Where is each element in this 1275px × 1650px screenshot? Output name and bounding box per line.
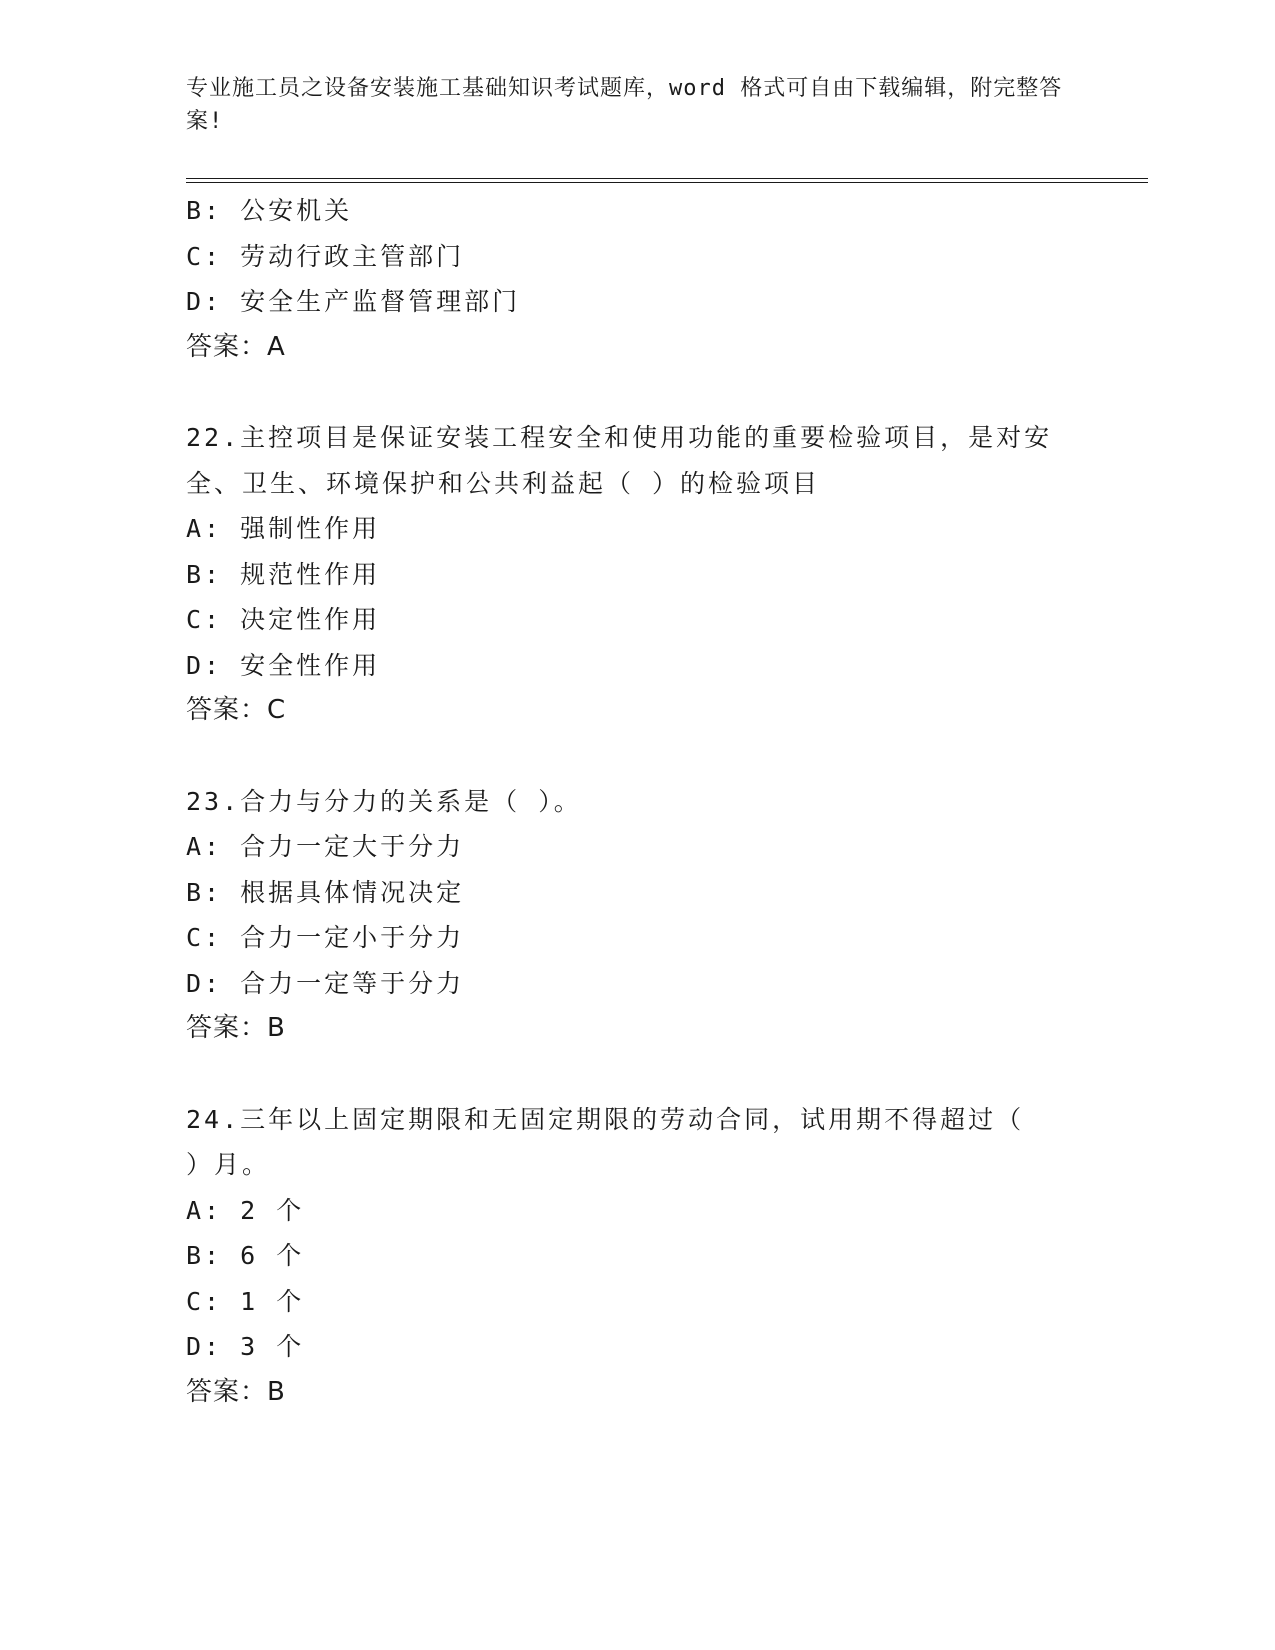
option-d: D: 安全性作用 <box>186 650 381 680</box>
question-23 <box>186 779 1086 1052</box>
header-rule-top <box>186 178 1148 179</box>
document-body <box>186 188 1086 1415</box>
question-stem: 22.主控项目是保证安装工程安全和使用功能的重要检验项目，是对安 <box>186 423 1053 452</box>
option-a: A: 2 个 <box>186 1195 305 1225</box>
answer-line: 答案：B <box>186 1376 286 1407</box>
option-b: B: 根据具体情况决定 <box>186 877 465 907</box>
option-d: D: 3 个 <box>186 1332 305 1361</box>
spacer <box>186 370 1086 415</box>
option-c: C: 1 个 <box>186 1286 305 1316</box>
answer-line: 答案：B <box>186 1013 286 1043</box>
question-22 <box>186 415 1086 734</box>
option-a: A: 合力一定大于分力 <box>186 832 465 861</box>
option-d: D: 合力一定等于分力 <box>186 968 465 998</box>
option-c: C: 决定性作用 <box>186 605 381 634</box>
question-stem: 23.合力与分力的关系是（ ）。 <box>186 786 582 816</box>
question-24 <box>186 1097 1086 1416</box>
spacer <box>186 1052 1086 1097</box>
answer-line: 答案：A <box>186 331 286 362</box>
option-d: D: 安全生产监督管理部门 <box>186 287 521 316</box>
option-b: B: 规范性作用 <box>186 559 381 589</box>
option-c: C: 劳动行政主管部门 <box>186 241 465 271</box>
question-stem: 24.三年以上固定期限和无固定期限的劳动合同，试用期不得超过（ <box>186 1104 1025 1134</box>
option-c: C: 合力一定小于分力 <box>186 923 465 952</box>
answer-line: 答案：C <box>186 695 287 725</box>
question-stem-cont: 全、卫生、环境保护和公共利益起（ ）的检验项目 <box>186 468 821 498</box>
page-header: 专业施工员之设备安装施工基础知识考试题库，word 格式可自由下载编辑，附完整答案! <box>186 76 1063 134</box>
option-b: B: 6 个 <box>186 1241 305 1270</box>
question-stem-cont: ）月。 <box>186 1150 271 1179</box>
header-rule-bottom <box>186 182 1148 183</box>
option-a: A: 强制性作用 <box>186 514 381 543</box>
option-b: B: 公安机关 <box>186 196 353 225</box>
question-21-continued <box>186 188 1086 370</box>
spacer <box>186 734 1086 779</box>
